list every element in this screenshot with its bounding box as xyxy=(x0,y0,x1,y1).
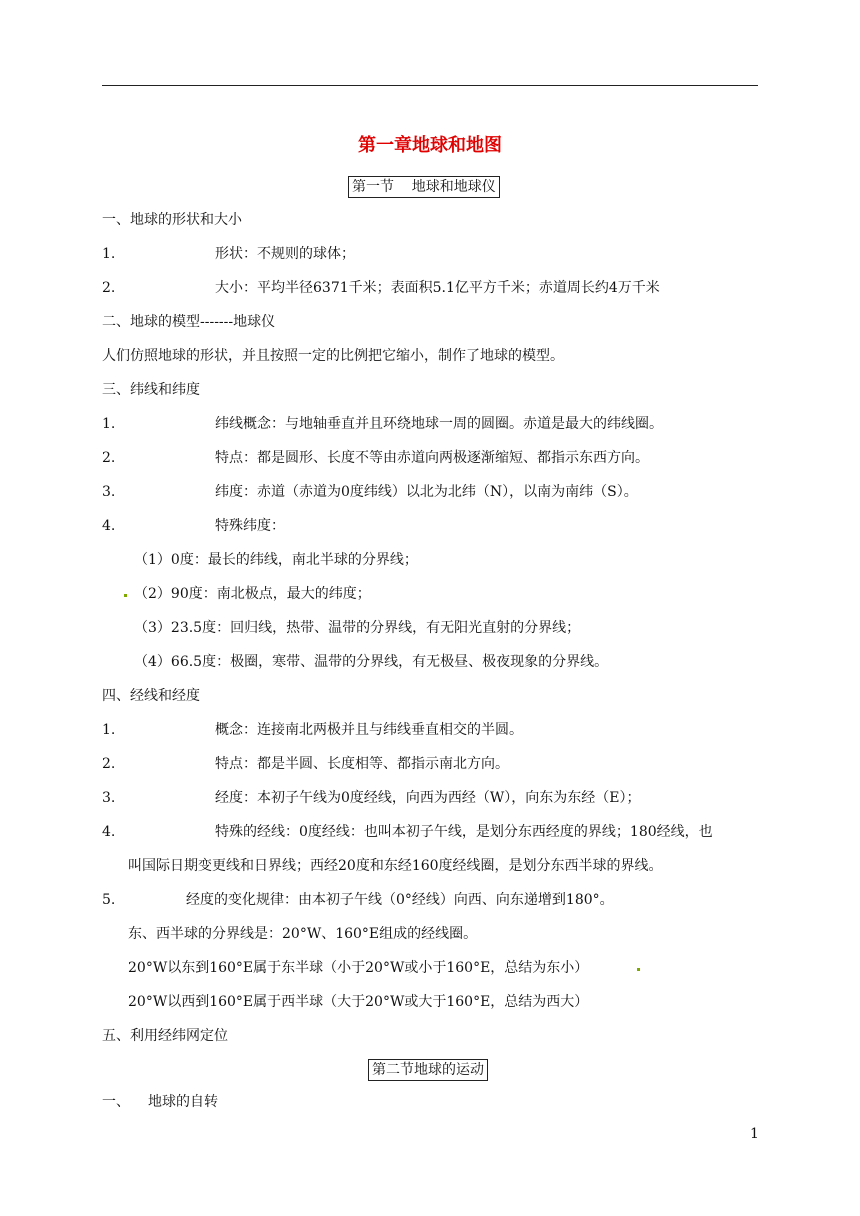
section-title: 第二节地球的运动 xyxy=(368,1059,488,1081)
heading: 三、纬线和纬度 xyxy=(102,382,200,398)
item-number: 3. xyxy=(102,790,116,806)
list-item: 形状：不规则的球体； xyxy=(215,246,355,262)
list-item-continuation: 叫国际日期变更线和日界线；西经20度和东经160度经线圈，是划分东西半球的界线。 xyxy=(128,858,663,874)
sub-item: （2）90度：南北极点，最大的纬度； xyxy=(134,586,371,602)
item-number: 2. xyxy=(102,280,116,296)
heading: 二、地球的模型-------地球仪 xyxy=(102,314,276,330)
paragraph: 东、西半球的分界线是：20°W、160°E组成的经线圈。 xyxy=(128,926,478,942)
list-item: 特点：都是圆形、长度不等由赤道向两极逐渐缩短、都指示东西方向。 xyxy=(215,450,649,466)
item-number: 1. xyxy=(102,246,116,262)
heading: 一、地球的形状和大小 xyxy=(102,212,242,228)
mark-dot xyxy=(124,594,127,597)
list-item: 特点：都是半圆、长度相等、都指示南北方向。 xyxy=(215,756,509,772)
list-item: 特殊纬度： xyxy=(215,518,285,534)
list-item: 概念：连接南北两极并且与纬线垂直相交的半圆。 xyxy=(215,722,523,738)
item-number: 5. xyxy=(102,892,116,908)
list-item: 特殊的经线：0度经线：也叫本初子午线，是划分东西经度的界线；180经线，也 xyxy=(215,824,713,840)
section-title: 第一节 地球和地球仪 xyxy=(348,176,500,198)
heading-number: 一、 xyxy=(102,1094,130,1110)
sub-item: （4）66.5度：极圈，寒带、温带的分界线，有无极昼、极夜现象的分界线。 xyxy=(134,654,609,670)
page-number: 1 xyxy=(750,1126,759,1142)
list-item: 经度的变化规律：由本初子午线（0°经线）向西、向东递增到180°。 xyxy=(186,892,614,908)
paragraph: 20°W以东到160°E属于东半球（小于20°W或小于160°E，总结为东小） xyxy=(128,960,589,976)
heading: 五、利用经纬网定位 xyxy=(102,1028,228,1044)
item-number: 2. xyxy=(102,450,116,466)
list-item: 纬度：赤道（赤道为0度纬线）以北为北纬（N），以南为南纬（S）。 xyxy=(215,484,638,500)
chapter-title: 第一章地球和地图 xyxy=(358,135,502,156)
list-item: 纬线概念：与地轴垂直并且环绕地球一周的圆圈。赤道是最大的纬线圈。 xyxy=(215,416,663,432)
heading: 地球的自转 xyxy=(148,1094,218,1110)
paragraph: 20°W以西到160°E属于西半球（大于20°W或大于160°E，总结为西大） xyxy=(128,994,589,1010)
item-number: 2. xyxy=(102,756,116,772)
list-item: 大小：平均半径6371千米；表面积5.1亿平方千米；赤道周长约4万千米 xyxy=(215,280,660,296)
item-number: 4. xyxy=(102,518,116,534)
heading: 四、经线和经度 xyxy=(102,688,200,704)
sub-item: （3）23.5度：回归线，热带、温带的分界线，有无阳光直射的分界线； xyxy=(134,620,581,636)
item-number: 3. xyxy=(102,484,116,500)
list-item: 经度：本初子午线为0度经线，向西为西经（W），向东为东经（E）； xyxy=(215,790,641,806)
item-number: 4. xyxy=(102,824,116,840)
sub-item: （1）0度：最长的纬线，南北半球的分界线； xyxy=(134,552,418,568)
item-number: 1. xyxy=(102,416,116,432)
paragraph: 人们仿照地球的形状，并且按照一定的比例把它缩小，制作了地球的模型。 xyxy=(102,348,564,364)
item-number: 1. xyxy=(102,722,116,738)
header-rule xyxy=(102,85,758,86)
mark-dot xyxy=(637,968,640,971)
